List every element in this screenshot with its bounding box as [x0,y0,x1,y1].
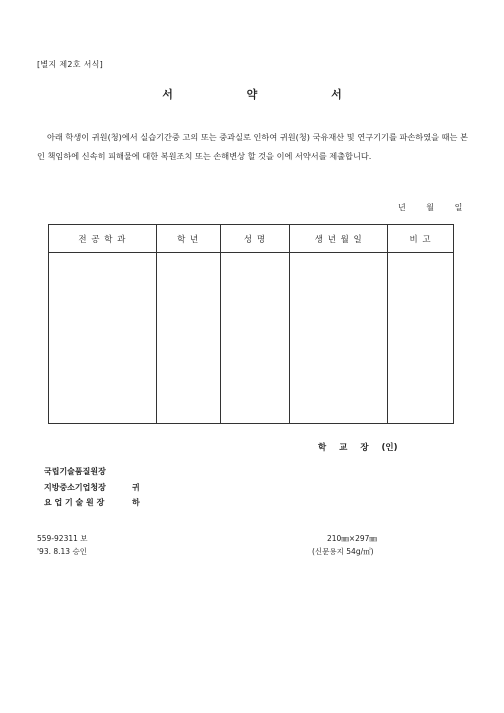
honorific: 귀하 [132,482,140,507]
title-char-2: 약 [246,88,258,101]
form-code: 559-92311 보 [37,534,88,543]
paper-size: 210㎜×297㎜ [327,534,377,543]
pledge-body-text: 아래 학생이 귀원(청)에서 실습기간중 고의 또는 중과실로 인하여 귀원(청) 국유재산 및 연구기기를 파손하였을 때는 본인 책임하에 신속히 피해물에 대한 복원조치 또는 손해변상 할 것을 이에 서약서를 제출합니다. [37,132,468,161]
cell-birthdate[interactable] [290,253,388,424]
date-day-label: 일 [454,203,463,212]
approval-date: '93. 8.13 승인 [37,547,87,556]
table-row [49,253,454,424]
table-header-row [49,225,454,253]
form-number: [별지 제2호 서식] [37,60,104,69]
date-line [398,202,462,213]
student-info-table [48,224,454,424]
footer-right [312,532,377,558]
date-year-label: 년 [398,203,406,212]
cell-major[interactable] [49,253,157,424]
header-name: 성 명 [220,225,290,253]
footer-left [37,532,88,558]
title-char-3: 서 [331,88,342,101]
principal-signature-line: 학 교 장 (인) [318,443,398,453]
cell-grade[interactable] [156,253,220,424]
date-month-label: 월 [426,203,435,212]
cell-remarks[interactable] [388,253,454,424]
page-title [0,86,504,102]
header-remarks: 비 고 [388,225,454,253]
recipients-block [44,464,140,511]
recipient-2: 지방중소기업청장 [44,482,106,492]
recipient-3: 요 업 기 술 원 장 [44,498,105,507]
header-major: 전 공 학 과 [49,225,157,253]
title-char-1: 서 [162,88,173,101]
paper-type: (신문용지 54g/㎡) [312,547,374,556]
cell-name[interactable] [220,253,290,424]
recipient-1: 국립기술품질원장 [44,467,106,476]
header-birthdate: 생 년 월 일 [290,225,388,253]
header-grade: 학 년 [156,225,220,253]
